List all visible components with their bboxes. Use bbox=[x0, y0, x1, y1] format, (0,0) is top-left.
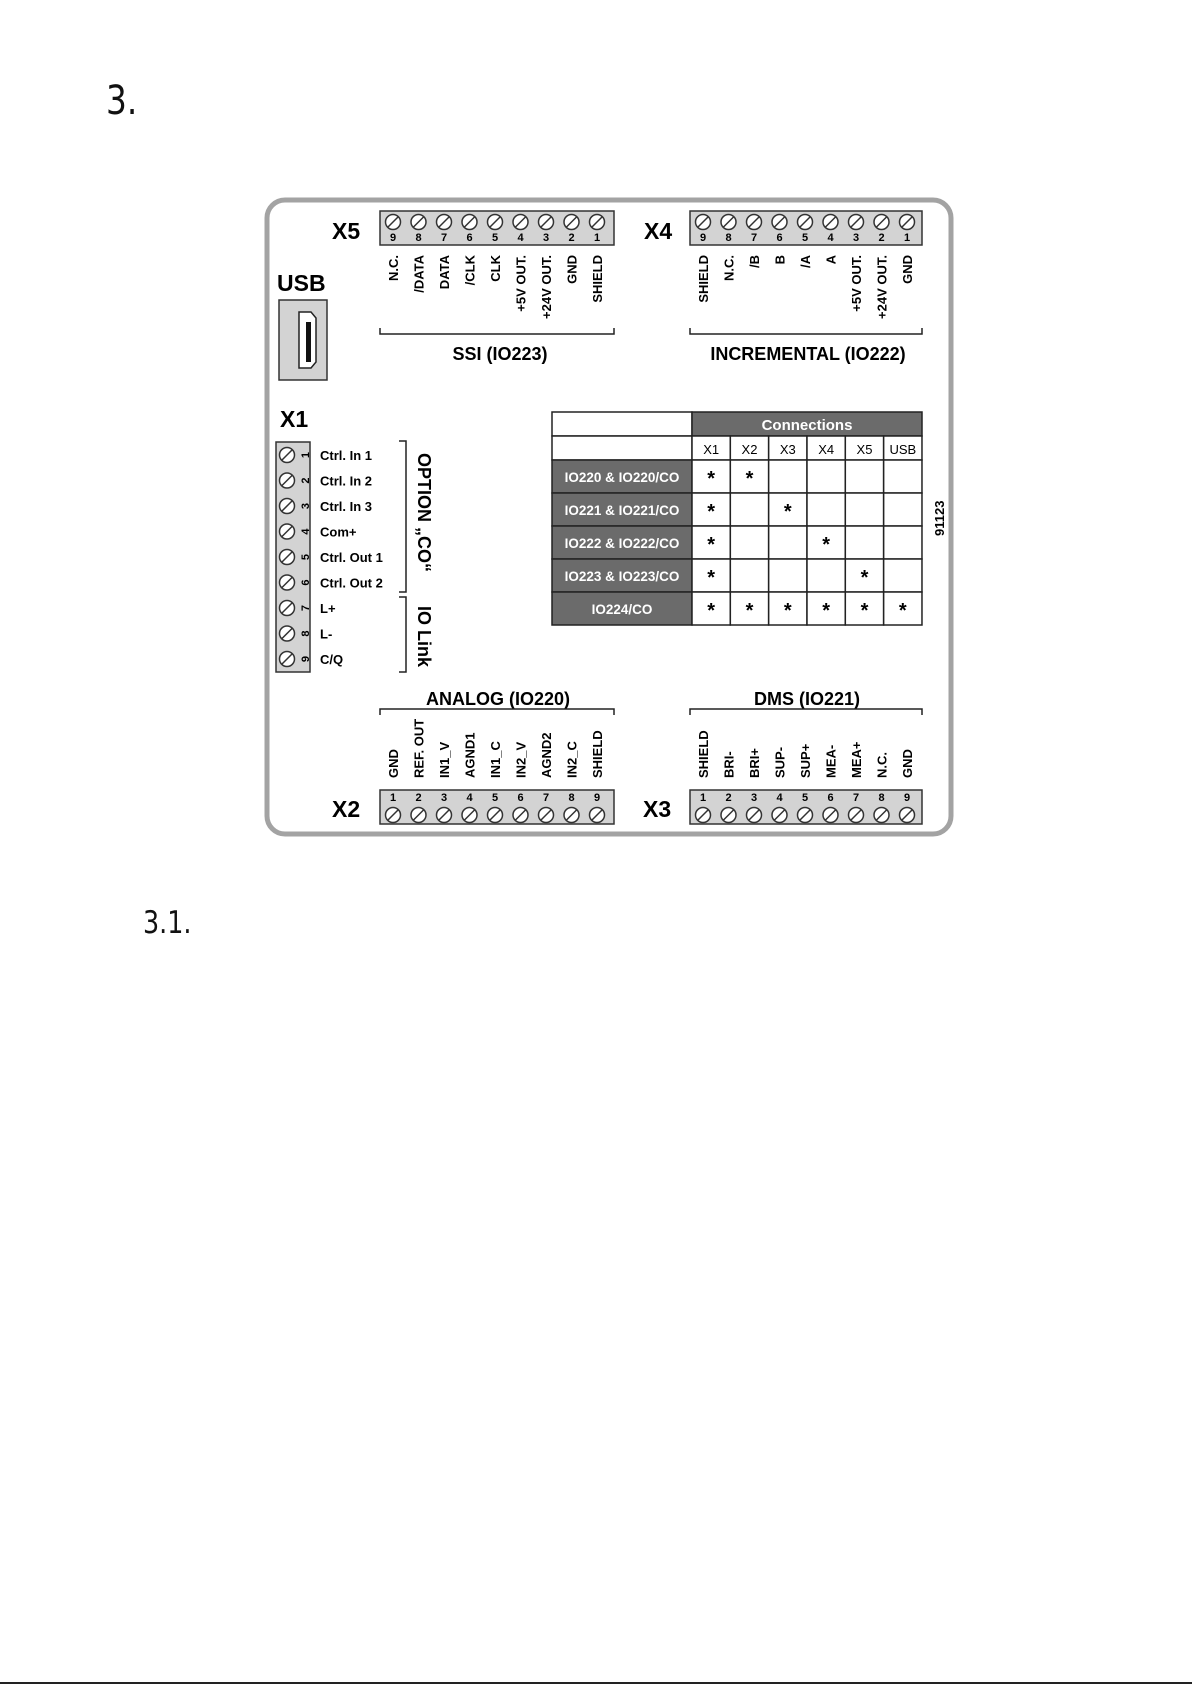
connections-column-header: USB bbox=[889, 442, 917, 457]
x4-pin-signal: /B bbox=[747, 255, 762, 268]
x5-screw-icon bbox=[513, 215, 528, 230]
analog-group-label: ANALOG (IO220) bbox=[425, 689, 571, 709]
connections-title: Connections bbox=[761, 417, 853, 434]
x1-pin-number: 9 bbox=[299, 655, 312, 663]
x2-pin-number: 1 bbox=[389, 792, 397, 804]
connections-column-header: X1 bbox=[703, 442, 720, 457]
x4-pin-signal: +5V OUT. bbox=[849, 255, 864, 312]
x5-pin-number: 5 bbox=[491, 232, 499, 244]
x1-screw-icon bbox=[280, 524, 295, 539]
x4-screw-icon bbox=[696, 215, 711, 230]
x1-screw-icon bbox=[280, 550, 295, 565]
x2-pin-signal: SHIELD bbox=[590, 730, 605, 778]
x5-label: X5 bbox=[332, 218, 361, 244]
x1-pin-number: 8 bbox=[299, 630, 312, 637]
x4-screw-icon bbox=[772, 215, 787, 230]
x3-screw-icon bbox=[747, 808, 762, 823]
connection-mark: * bbox=[783, 501, 792, 523]
x4-screw-icon bbox=[721, 215, 736, 230]
x5-screw-icon bbox=[488, 215, 503, 230]
x4-screw-icon bbox=[874, 215, 889, 230]
x3-pin-signal: SUP+ bbox=[798, 743, 813, 778]
x3-pin-number: 8 bbox=[878, 792, 885, 804]
x4-pin-number: 5 bbox=[801, 232, 809, 244]
connections-row-label: IO223 & IO223/CO bbox=[564, 569, 680, 584]
x1-pin-number: 2 bbox=[299, 477, 312, 484]
x1-pin-signal: C/Q bbox=[320, 652, 344, 667]
x3-pin-signal: SUP- bbox=[772, 746, 788, 778]
x4-pin-number: 7 bbox=[750, 232, 758, 244]
x3-screw-icon bbox=[772, 808, 787, 823]
x5-pin-signal: +24V OUT. bbox=[539, 255, 554, 319]
x3-pin-number: 9 bbox=[903, 792, 911, 804]
x1-screw-icon bbox=[280, 448, 295, 463]
x3-pin-signal: BRI- bbox=[721, 751, 737, 778]
x1-pin-signal: Ctrl. In 3 bbox=[320, 499, 373, 514]
connections-row-label: IO221 & IO221/CO bbox=[564, 503, 680, 518]
connections-row-label: IO224/CO bbox=[591, 602, 653, 617]
x4-pin-number: 8 bbox=[725, 232, 732, 244]
x1-pin-number: 4 bbox=[299, 528, 312, 535]
x2-pin-number: 9 bbox=[593, 792, 601, 804]
connections-row-label: IO220 & IO220/CO bbox=[564, 470, 680, 485]
x5-pin-number: 4 bbox=[517, 232, 524, 244]
x5-screw-icon bbox=[462, 215, 477, 230]
x3-pin-signal: SHIELD bbox=[696, 730, 711, 778]
page-bottom-rule bbox=[0, 1682, 1192, 1684]
x5-screw-icon bbox=[437, 215, 452, 230]
connection-mark: * bbox=[707, 567, 716, 589]
x2-label: X2 bbox=[332, 796, 361, 822]
x2-pin-number: 8 bbox=[568, 792, 575, 804]
x1-screw-icon bbox=[280, 575, 295, 590]
x3-pin-number: 4 bbox=[776, 792, 783, 804]
x5-pin-number: 7 bbox=[440, 232, 448, 244]
connection-mark: * bbox=[898, 600, 907, 622]
connection-mark: * bbox=[860, 567, 869, 589]
connection-mark: * bbox=[707, 468, 716, 490]
x4-pin-signal: SHIELD bbox=[696, 255, 711, 303]
x5-pin-number: 3 bbox=[542, 232, 550, 244]
x1-pin-signal: Ctrl. In 2 bbox=[320, 473, 373, 489]
x3-pin-signal: MEA+ bbox=[849, 741, 864, 778]
x5-pin-signal: /DATA bbox=[411, 255, 427, 293]
x2-screw-icon bbox=[411, 808, 426, 823]
x5-pin-number: 9 bbox=[389, 232, 397, 244]
x3-pin-number: 7 bbox=[852, 792, 860, 804]
x2-screw-icon bbox=[513, 808, 528, 823]
x3-pin-number: 5 bbox=[801, 792, 809, 804]
x3-pin-number: 2 bbox=[725, 792, 732, 804]
x2-pin-signal: IN1_C bbox=[488, 741, 503, 778]
x2-screw-icon bbox=[437, 808, 452, 823]
io-link-label: IO Link bbox=[414, 606, 434, 668]
x2-pin-signal: REF. OUT bbox=[411, 718, 427, 778]
x4-screw-icon bbox=[823, 215, 838, 230]
x2-pin-number: 5 bbox=[491, 792, 499, 804]
x4-pin-signal: B bbox=[772, 255, 788, 265]
x5-screw-icon bbox=[539, 215, 554, 230]
x3-screw-icon bbox=[849, 808, 864, 823]
usb-port-icon bbox=[279, 300, 327, 380]
connection-mark: * bbox=[707, 501, 716, 523]
section-heading: 3. bbox=[106, 78, 138, 124]
x5-pin-number: 2 bbox=[568, 232, 575, 244]
x5-pin-signal: +5V OUT. bbox=[513, 255, 529, 312]
x1-label: X1 bbox=[280, 406, 309, 432]
x1-pin-number: 5 bbox=[299, 553, 312, 561]
connection-mark: * bbox=[783, 600, 792, 622]
x3-screw-icon bbox=[874, 808, 889, 823]
connection-mark: * bbox=[745, 600, 754, 622]
x4-pin-number: 2 bbox=[878, 232, 885, 244]
x3-label: X3 bbox=[643, 796, 672, 822]
connection-mark: * bbox=[822, 600, 831, 622]
connections-column-header: X3 bbox=[779, 442, 796, 457]
x5-pin-number: 8 bbox=[415, 232, 422, 244]
x3-screw-icon bbox=[823, 808, 838, 823]
x5-pin-signal: N.C. bbox=[386, 255, 401, 281]
ssi-group-label: SSI (IO223) bbox=[452, 344, 548, 364]
x1-pin-number: 7 bbox=[299, 604, 312, 612]
x1-pin-signal: Com+ bbox=[320, 524, 357, 540]
x1-screw-icon bbox=[280, 626, 295, 641]
x5-pin-signal: DATA bbox=[437, 255, 452, 290]
x1-pin-signal: L- bbox=[320, 626, 333, 642]
incremental-group-label: INCREMENTAL (IO222) bbox=[710, 344, 906, 364]
figure-number: 91123 bbox=[932, 500, 947, 536]
connection-mark: * bbox=[822, 534, 831, 556]
x2-pin-number: 6 bbox=[517, 792, 524, 804]
x2-pin-signal: AGND1 bbox=[462, 732, 478, 778]
x4-pin-number: 3 bbox=[852, 232, 860, 244]
x1-pin-signal: L+ bbox=[320, 601, 336, 616]
option-co-label: OPTION „CO“ bbox=[414, 453, 434, 573]
x2-pin-number: 3 bbox=[440, 792, 448, 804]
x5-screw-icon bbox=[564, 215, 579, 230]
x2-screw-icon bbox=[488, 808, 503, 823]
x1-pin-number: 3 bbox=[299, 502, 312, 510]
x3-screw-icon bbox=[721, 808, 736, 823]
x3-pin-signal: GND bbox=[900, 749, 915, 778]
x5-pin-signal: SHIELD bbox=[590, 255, 605, 303]
connection-mark: * bbox=[707, 600, 716, 622]
x3-screw-icon bbox=[798, 808, 813, 823]
connections-column-header: X4 bbox=[818, 442, 835, 457]
x1-screw-icon bbox=[280, 601, 295, 616]
x5-pin-signal: GND bbox=[564, 255, 580, 284]
x4-screw-icon bbox=[798, 215, 813, 230]
x5-pin-number: 1 bbox=[593, 232, 601, 244]
x4-screw-icon bbox=[747, 215, 762, 230]
x1-pin-signal: Ctrl. Out 2 bbox=[320, 575, 383, 591]
x3-pin-signal: BRI+ bbox=[747, 748, 762, 778]
x4-pin-number: 6 bbox=[776, 232, 783, 244]
x3-pin-number: 1 bbox=[699, 792, 707, 804]
x2-pin-signal: IN2_C bbox=[564, 741, 580, 778]
x1-pin-number: 6 bbox=[299, 579, 312, 586]
x1-screw-icon bbox=[280, 473, 295, 488]
x2-pin-signal: IN2_V bbox=[513, 741, 529, 778]
x2-screw-icon bbox=[462, 808, 477, 823]
x2-screw-icon bbox=[386, 808, 401, 823]
x3-pin-number: 6 bbox=[827, 792, 834, 804]
x3-pin-number: 3 bbox=[750, 792, 758, 804]
subsection-heading: 3.1. bbox=[143, 905, 192, 941]
x5-pin-signal: /CLK bbox=[462, 255, 478, 286]
connection-mark: * bbox=[860, 600, 869, 622]
dms-group-label: DMS (IO221) bbox=[753, 689, 861, 709]
x4-pin-signal: N.C. bbox=[721, 255, 737, 281]
x4-label: X4 bbox=[644, 218, 673, 244]
x1-screw-icon bbox=[280, 652, 295, 667]
usb-label: USB bbox=[277, 270, 326, 296]
x4-screw-icon bbox=[849, 215, 864, 230]
x5-screw-icon bbox=[590, 215, 605, 230]
x4-pin-signal: +24V OUT. bbox=[874, 255, 890, 319]
x5-pin-signal: CLK bbox=[488, 255, 503, 282]
x1-pin-signal: Ctrl. In 1 bbox=[320, 448, 373, 463]
x4-pin-number: 4 bbox=[827, 232, 834, 244]
x4-pin-signal: A bbox=[823, 255, 839, 265]
x2-pin-signal: GND bbox=[386, 749, 401, 778]
x2-pin-signal: IN1_V bbox=[437, 741, 452, 778]
x2-pin-signal: AGND2 bbox=[539, 732, 554, 778]
x5-screw-icon bbox=[386, 215, 401, 230]
x1-pin-signal: Ctrl. Out 1 bbox=[320, 550, 383, 565]
x4-pin-signal: /A bbox=[798, 255, 813, 268]
x3-screw-icon bbox=[696, 808, 711, 823]
connections-row-label: IO222 & IO222/CO bbox=[564, 536, 680, 551]
x2-screw-icon bbox=[539, 808, 554, 823]
x2-screw-icon bbox=[564, 808, 579, 823]
x2-pin-number: 2 bbox=[415, 792, 422, 804]
x2-screw-icon bbox=[590, 808, 605, 823]
x1-screw-icon bbox=[280, 499, 295, 514]
x4-pin-number: 9 bbox=[699, 232, 707, 244]
x3-pin-signal: MEA- bbox=[823, 744, 839, 778]
connections-column-header: X2 bbox=[741, 442, 758, 457]
x2-pin-number: 7 bbox=[542, 792, 550, 804]
connection-mark: * bbox=[707, 534, 716, 556]
x5-pin-number: 6 bbox=[466, 232, 473, 244]
x4-pin-number: 1 bbox=[903, 232, 911, 244]
x5-screw-icon bbox=[411, 215, 426, 230]
connections-table bbox=[552, 412, 922, 625]
x3-screw-icon bbox=[900, 808, 915, 823]
x4-screw-icon bbox=[900, 215, 915, 230]
connections-column-header: X5 bbox=[856, 442, 873, 457]
x4-pin-signal: GND bbox=[900, 255, 915, 284]
x2-pin-number: 4 bbox=[466, 792, 473, 804]
connection-mark: * bbox=[745, 468, 754, 490]
x1-pin-number: 1 bbox=[299, 451, 312, 459]
x3-pin-signal: N.C. bbox=[874, 752, 890, 778]
